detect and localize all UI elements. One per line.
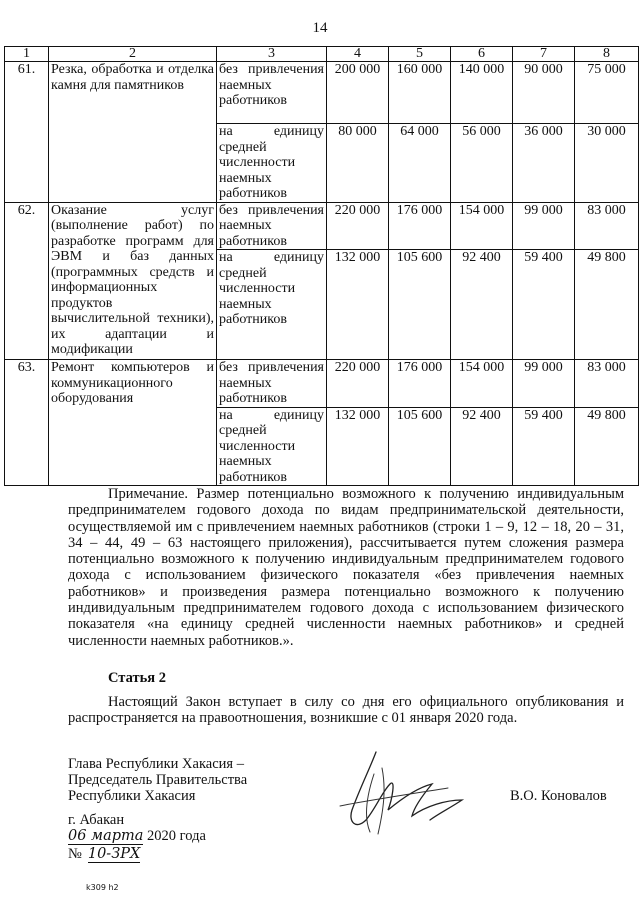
condition-cell: без привлечения наемных работников — [217, 360, 327, 408]
value-cell: 132 000 — [327, 250, 389, 360]
activity-name: Ремонт компьютеров и коммуникационного оборудования — [49, 360, 217, 486]
row-number: 61. — [5, 62, 49, 203]
activity-name: Оказание услуг (выполнение работ) по разработке программ для ЭВМ и баз данных (программных средств и информационных продуктов вычислительной техники), их адаптации и модификации — [49, 202, 217, 360]
position-line: Глава Республики Хакасия – — [68, 756, 244, 772]
date-year: 2020 года — [147, 828, 206, 844]
table-row — [5, 360, 639, 408]
value-cell: 140 000 — [451, 62, 513, 124]
handwritten-date: 06 марта — [68, 828, 144, 844]
value-cell: 80 000 — [327, 124, 389, 203]
value-cell: 200 000 — [327, 62, 389, 124]
col-header: 8 — [575, 47, 639, 62]
signer-name: В.О. Коновалов — [510, 788, 607, 804]
condition-cell: без привлечения наемных работников — [217, 202, 327, 250]
value-cell: 220 000 — [327, 202, 389, 250]
position-line: Республики Хакасия — [68, 788, 196, 804]
table-header-row — [5, 47, 639, 62]
col-header: 6 — [451, 47, 513, 62]
col-header: 1 — [5, 47, 49, 62]
value-cell: 92 400 — [451, 250, 513, 360]
handwritten-signature — [330, 748, 510, 838]
col-header: 5 — [389, 47, 451, 62]
note-paragraph: Примечание. Размер потенциально возможного к получению индивидуальным предпринимателем годового дохода по видам предпринимательской деятельности, осуществляемой им с привлечением наемных работников (строки 1 – 9, 12 – 18, 20 – 31, 34 – 44, 49 – 63 настоящего приложения), рассчитывается путем сложения размера потенциально возможного к получению индивидуальным предпринимателем годового дохода с использованием физического показателя «без привлечения наемных работников» и произведения размера потенциально возможного к получению индивидуальным предпринимателем годового дохода с использованием физического показателя «на единицу средней численности наемных работников» и средней численности наемных работников.». — [68, 486, 624, 649]
value-cell: 220 000 — [327, 360, 389, 408]
article-text: Настоящий Закон вступает в силу со дня его официального опубликования и распространяется на правоотношения, возникшие с 01 января 2020 года. — [68, 694, 624, 727]
value-cell: 154 000 — [451, 202, 513, 250]
table-row — [5, 62, 639, 124]
value-cell: 49 800 — [575, 407, 639, 486]
value-cell: 30 000 — [575, 124, 639, 203]
value-cell: 154 000 — [451, 360, 513, 408]
value-cell: 105 600 — [389, 250, 451, 360]
income-table — [4, 46, 639, 486]
value-cell: 83 000 — [575, 360, 639, 408]
document-code: k309 h2 — [86, 883, 119, 892]
value-cell: 92 400 — [451, 407, 513, 486]
row-number: 63. — [5, 360, 49, 486]
number-line — [68, 846, 140, 863]
value-cell: 59 400 — [513, 407, 575, 486]
handwritten-number: 10-ЗРХ — [87, 846, 141, 862]
value-cell: 160 000 — [389, 62, 451, 124]
number-label: № — [68, 846, 82, 862]
value-cell: 59 400 — [513, 250, 575, 360]
value-cell: 105 600 — [389, 407, 451, 486]
value-cell: 99 000 — [513, 360, 575, 408]
condition-cell: на единицу средней численности наемных работников — [217, 407, 327, 486]
signatory-position — [68, 756, 247, 804]
row-number: 62. — [5, 202, 49, 360]
col-header: 7 — [513, 47, 575, 62]
page-number: 14 — [312, 20, 328, 36]
value-cell: 64 000 — [389, 124, 451, 203]
place: г. Абакан — [68, 812, 125, 828]
value-cell: 36 000 — [513, 124, 575, 203]
date-line — [68, 828, 206, 845]
condition-cell: без привлечения наемных работников — [217, 62, 327, 124]
article-title: Статья 2 — [108, 670, 166, 686]
condition-cell: на единицу средней численности наемных работников — [217, 124, 327, 203]
value-cell: 56 000 — [451, 124, 513, 203]
col-header: 3 — [217, 47, 327, 62]
value-cell: 132 000 — [327, 407, 389, 486]
table-row — [5, 202, 639, 250]
value-cell: 176 000 — [389, 360, 451, 408]
value-cell: 83 000 — [575, 202, 639, 250]
col-header: 4 — [327, 47, 389, 62]
position-line: Председатель Правительства — [68, 772, 248, 788]
value-cell: 49 800 — [575, 250, 639, 360]
value-cell: 90 000 — [513, 62, 575, 124]
condition-cell: на единицу средней численности наемных работников — [217, 250, 327, 360]
activity-name: Резка, обработка и отделка камня для памятников — [49, 62, 217, 203]
col-header: 2 — [49, 47, 217, 62]
value-cell: 99 000 — [513, 202, 575, 250]
value-cell: 176 000 — [389, 202, 451, 250]
value-cell: 75 000 — [575, 62, 639, 124]
